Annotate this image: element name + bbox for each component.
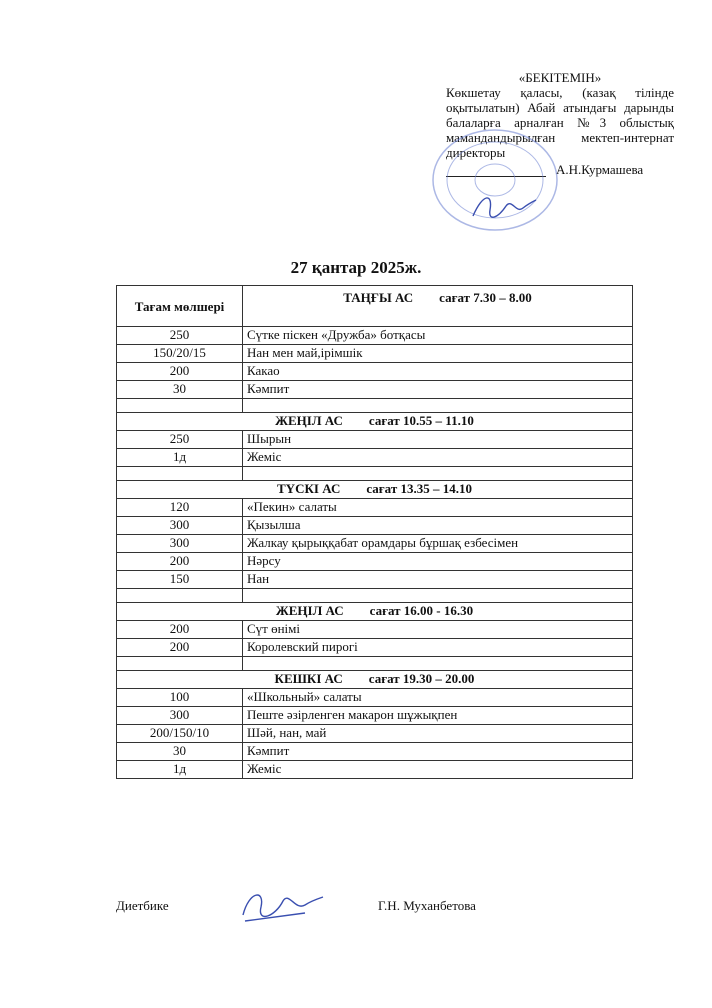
- qty-cell: 200/150/10: [117, 725, 243, 743]
- qty-cell: 200: [117, 621, 243, 639]
- menu-body: [117, 286, 633, 779]
- dish-cell: Шырын: [243, 431, 633, 449]
- dish-cell: Жеміс: [243, 449, 633, 467]
- meal-header: [117, 413, 633, 431]
- meal-header: [117, 603, 633, 621]
- table-row: [117, 571, 633, 589]
- qty-cell: 30: [117, 381, 243, 399]
- empty-row: [117, 399, 633, 413]
- table-row: [117, 621, 633, 639]
- dish-cell: Сүт өнімі: [243, 621, 633, 639]
- empty-row: [117, 589, 633, 603]
- table-row: [117, 707, 633, 725]
- dish-cell: Шәй, нан, май: [243, 725, 633, 743]
- table-row: [117, 499, 633, 517]
- qty-cell: 1д: [117, 761, 243, 779]
- meal-name: ТҮСКІ АС: [277, 481, 341, 496]
- dish-cell: Жеміс: [243, 761, 633, 779]
- meal-time: сағат 19.30 – 20.00: [368, 671, 475, 686]
- qty-cell: 200: [117, 639, 243, 657]
- table-row: [117, 553, 633, 571]
- table-row: [117, 363, 633, 381]
- empty-row: [117, 657, 633, 671]
- director-name: А.Н.Курмашева: [556, 162, 644, 177]
- menu-table: [116, 285, 633, 779]
- empty-cell: [117, 399, 243, 413]
- qty-cell: 120: [117, 499, 243, 517]
- qty-cell: 200: [117, 553, 243, 571]
- table-row: [117, 381, 633, 399]
- meal-header: [243, 286, 633, 327]
- table-row: [117, 517, 633, 535]
- dish-cell: Нәрсу: [243, 553, 633, 571]
- table-row: [117, 535, 633, 553]
- qty-cell: 30: [117, 743, 243, 761]
- empty-cell: [243, 399, 633, 413]
- table-row: [117, 725, 633, 743]
- qty-cell: 150: [117, 571, 243, 589]
- meal-header-row: [117, 413, 633, 431]
- dish-cell: Нан мен май,ірімшік: [243, 345, 633, 363]
- table-row: [117, 431, 633, 449]
- meal-time: сағат 7.30 – 8.00: [439, 290, 532, 305]
- dish-cell: Нан: [243, 571, 633, 589]
- meal-header: [117, 671, 633, 689]
- empty-cell: [243, 589, 633, 603]
- qty-cell: 100: [117, 689, 243, 707]
- table-header-row: [117, 286, 633, 327]
- qty-cell: 300: [117, 535, 243, 553]
- meal-header-row: [117, 481, 633, 499]
- empty-cell: [243, 467, 633, 481]
- approval-text: Көкшетау қаласы, (казақ тілінде оқытылатын) Абай атындағы дарынды балаларға арналған №3 облыстық мамандандырылған мектеп-интернат директоры: [446, 85, 674, 160]
- approval-title: «БЕКІТЕМІН»: [518, 70, 602, 85]
- meal-header-row: [117, 671, 633, 689]
- dish-cell: Кәмпит: [243, 743, 633, 761]
- meal-time: сағат 16.00 - 16.30: [369, 603, 474, 618]
- dish-cell: Королевский пирогі: [243, 639, 633, 657]
- dish-cell: Сүтке піскен «Дружба» ботқасы: [243, 327, 633, 345]
- dietitian-name: Г.Н. Муханбетова: [378, 898, 476, 913]
- table-row: [117, 345, 633, 363]
- meal-header-row: [117, 603, 633, 621]
- qty-header: Тағам мөлшері: [117, 286, 243, 327]
- dish-cell: Кәмпит: [243, 381, 633, 399]
- meal-header: [117, 481, 633, 499]
- meal-time: сағат 13.35 – 14.10: [366, 481, 472, 496]
- table-row: [117, 639, 633, 657]
- empty-cell: [243, 657, 633, 671]
- empty-cell: [117, 467, 243, 481]
- table-row: [117, 689, 633, 707]
- qty-cell: 300: [117, 707, 243, 725]
- dish-cell: «Пекин» салаты: [243, 499, 633, 517]
- meal-time: сағат 10.55 – 11.10: [368, 413, 474, 428]
- qty-cell: 150/20/15: [117, 345, 243, 363]
- qty-cell: 300: [117, 517, 243, 535]
- director-signature: [468, 188, 538, 228]
- empty-row: [117, 467, 633, 481]
- meal-name: ТАҢҒЫ АС: [343, 290, 414, 305]
- dish-cell: Жалкау қырыққабат орамдары бұршақ езбесімен: [243, 535, 633, 553]
- qty-cell: 200: [117, 363, 243, 381]
- qty-cell: 1д: [117, 449, 243, 467]
- meal-name: ЖЕҢІЛ АС: [275, 603, 344, 618]
- dish-cell: Қызылша: [243, 517, 633, 535]
- dish-cell: «Школьный» салаты: [243, 689, 633, 707]
- dish-cell: Какао: [243, 363, 633, 381]
- qty-cell: 250: [117, 431, 243, 449]
- dish-cell: Пеште әзірленген макарон шұжықпен: [243, 707, 633, 725]
- empty-cell: [117, 589, 243, 603]
- qty-cell: 250: [117, 327, 243, 345]
- meal-name: ЖЕҢІЛ АС: [275, 413, 343, 428]
- dietitian-role: Диетбике: [116, 898, 169, 913]
- dietitian-signature: [235, 883, 325, 928]
- empty-cell: [117, 657, 243, 671]
- table-row: [117, 743, 633, 761]
- table-row: [117, 761, 633, 779]
- date-title: 27 қантар 2025ж.: [290, 258, 422, 277]
- meal-name: КЕШКІ АС: [274, 671, 343, 686]
- table-row: [117, 327, 633, 345]
- table-row: [117, 449, 633, 467]
